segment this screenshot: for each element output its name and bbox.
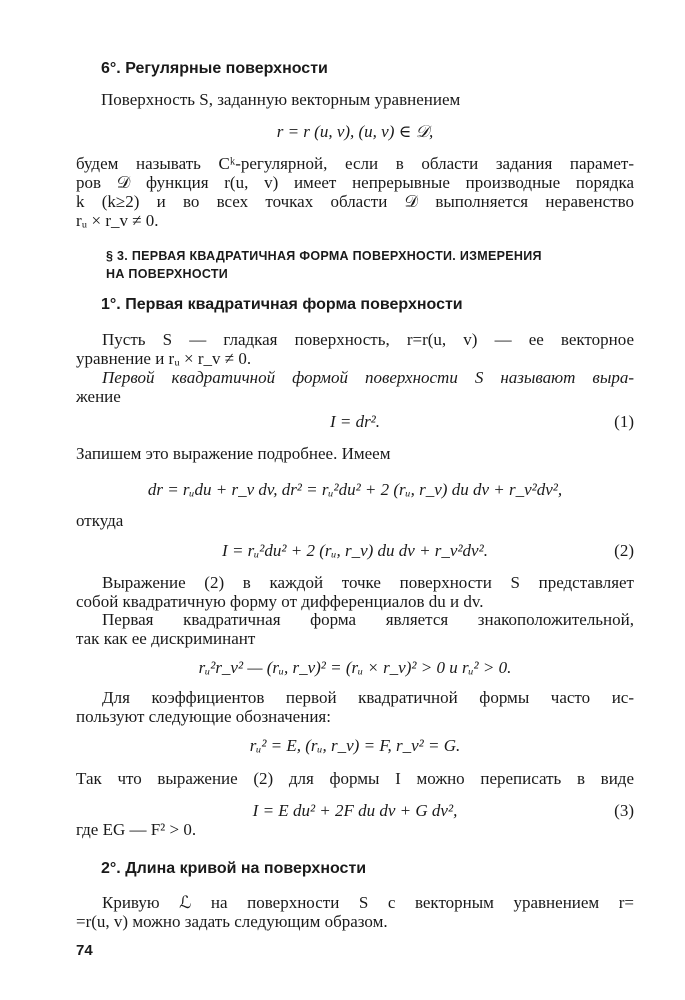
paragraph-write-detail: Запишем это выражение подробнее. Имеем xyxy=(76,444,391,463)
formula-eq-1: I = dr². xyxy=(329,412,381,431)
paragraph-surface-intro: Поверхность S, заданную векторным уравнением xyxy=(101,90,461,109)
formula-eq-3: I = E du² + 2F du dv + G dv², xyxy=(252,801,458,820)
section-3-title-line-2: НА ПОВЕРХНОСТИ xyxy=(106,267,229,281)
paragraph-regular-def-line-4: rᵤ × r_v ≠ 0. xyxy=(76,211,159,230)
formula-discriminant: rᵤ²r_v² — (rᵤ, r_v)² = (rᵤ × r_v)² > 0 и rᵤ² > 0. xyxy=(198,658,512,677)
paragraph-expression-2-line-1: Выражение (2) в каждой точке поверхности S представляет xyxy=(102,573,634,592)
subsection-6-title: 6°. Регулярные поверхности xyxy=(101,60,328,77)
paragraph-where: где EG — F² > 0. xyxy=(76,820,197,839)
paragraph-positive-definite-line-2: так как ее дискриминант xyxy=(76,629,256,648)
paragraph-regular-def-line-2: ров 𝒟 функция r(u, v) имеет непрерывные производные порядка xyxy=(76,173,634,192)
paragraph-coefficients-line-2: пользуют следующие обозначения: xyxy=(76,707,331,726)
paragraph-coefficients-line-1: Для коэффициентов первой квадратичной формы часто ис- xyxy=(102,688,634,707)
paragraph-expression-2-line-2: собой квадратичную форму от дифференциалов du и dv. xyxy=(76,592,484,611)
paragraph-first-form-line-1: Первой квадратичной формой поверхности S называют выра- xyxy=(102,368,634,387)
paragraph-let-line-1: Пусть S — гладкая поверхность, r=r(u, v) — ее векторное xyxy=(102,330,634,349)
subsection-2-title: 2°. Длина кривой на поверхности xyxy=(101,860,367,877)
equation-number-1: (1) xyxy=(614,412,634,431)
formula-vector-equation: r = r (u, v), (u, v) ∈ 𝒟, xyxy=(276,122,434,141)
paragraph-regular-def-line-1: будем называть Cᵏ-регулярной, если в области задания парамет- xyxy=(76,154,634,173)
subsection-1-title: 1°. Первая квадратичная форма поверхности xyxy=(101,296,463,313)
formula-eq-2: I = rᵤ²du² + 2 (rᵤ, r_v) du dv + r_v²dv². xyxy=(222,541,488,560)
paragraph-let-line-2: уравнение и rᵤ × r_v ≠ 0. xyxy=(76,349,252,368)
paragraph-curve-line-1: Кривую ℒ на поверхности S с векторным уравнением r= xyxy=(102,893,634,912)
formula-differential: dr = rᵤdu + r_v dv, dr² = rᵤ²du² + 2 (rᵤ, r_v) du dv + r_v²dv², xyxy=(147,480,563,499)
paragraph-first-form-line-2: жение xyxy=(76,387,121,406)
page-number: 74 xyxy=(76,942,93,959)
formula-notation: rᵤ² = E, (rᵤ, r_v) = F, r_v² = G. xyxy=(249,736,461,755)
paragraph-curve-line-2: =r(u, v) можно задать следующим образом. xyxy=(76,912,388,931)
paragraph-regular-def-line-3: k (k≥2) и во всех точках области 𝒟 выполняется неравенство xyxy=(76,192,634,211)
equation-number-2: (2) xyxy=(614,541,634,560)
paragraph-positive-definite-line-1: Первая квадратичная форма является знакоположительной, xyxy=(102,610,634,629)
paragraph-rewrite: Так что выражение (2) для формы I можно переписать в виде xyxy=(76,769,634,788)
section-3-title-line-1: § 3. ПЕРВАЯ КВАДРАТИЧНАЯ ФОРМА ПОВЕРХНОСТИ. ИЗМЕРЕНИЯ xyxy=(106,249,542,263)
paragraph-whence: откуда xyxy=(76,511,124,530)
equation-number-3: (3) xyxy=(614,801,634,820)
